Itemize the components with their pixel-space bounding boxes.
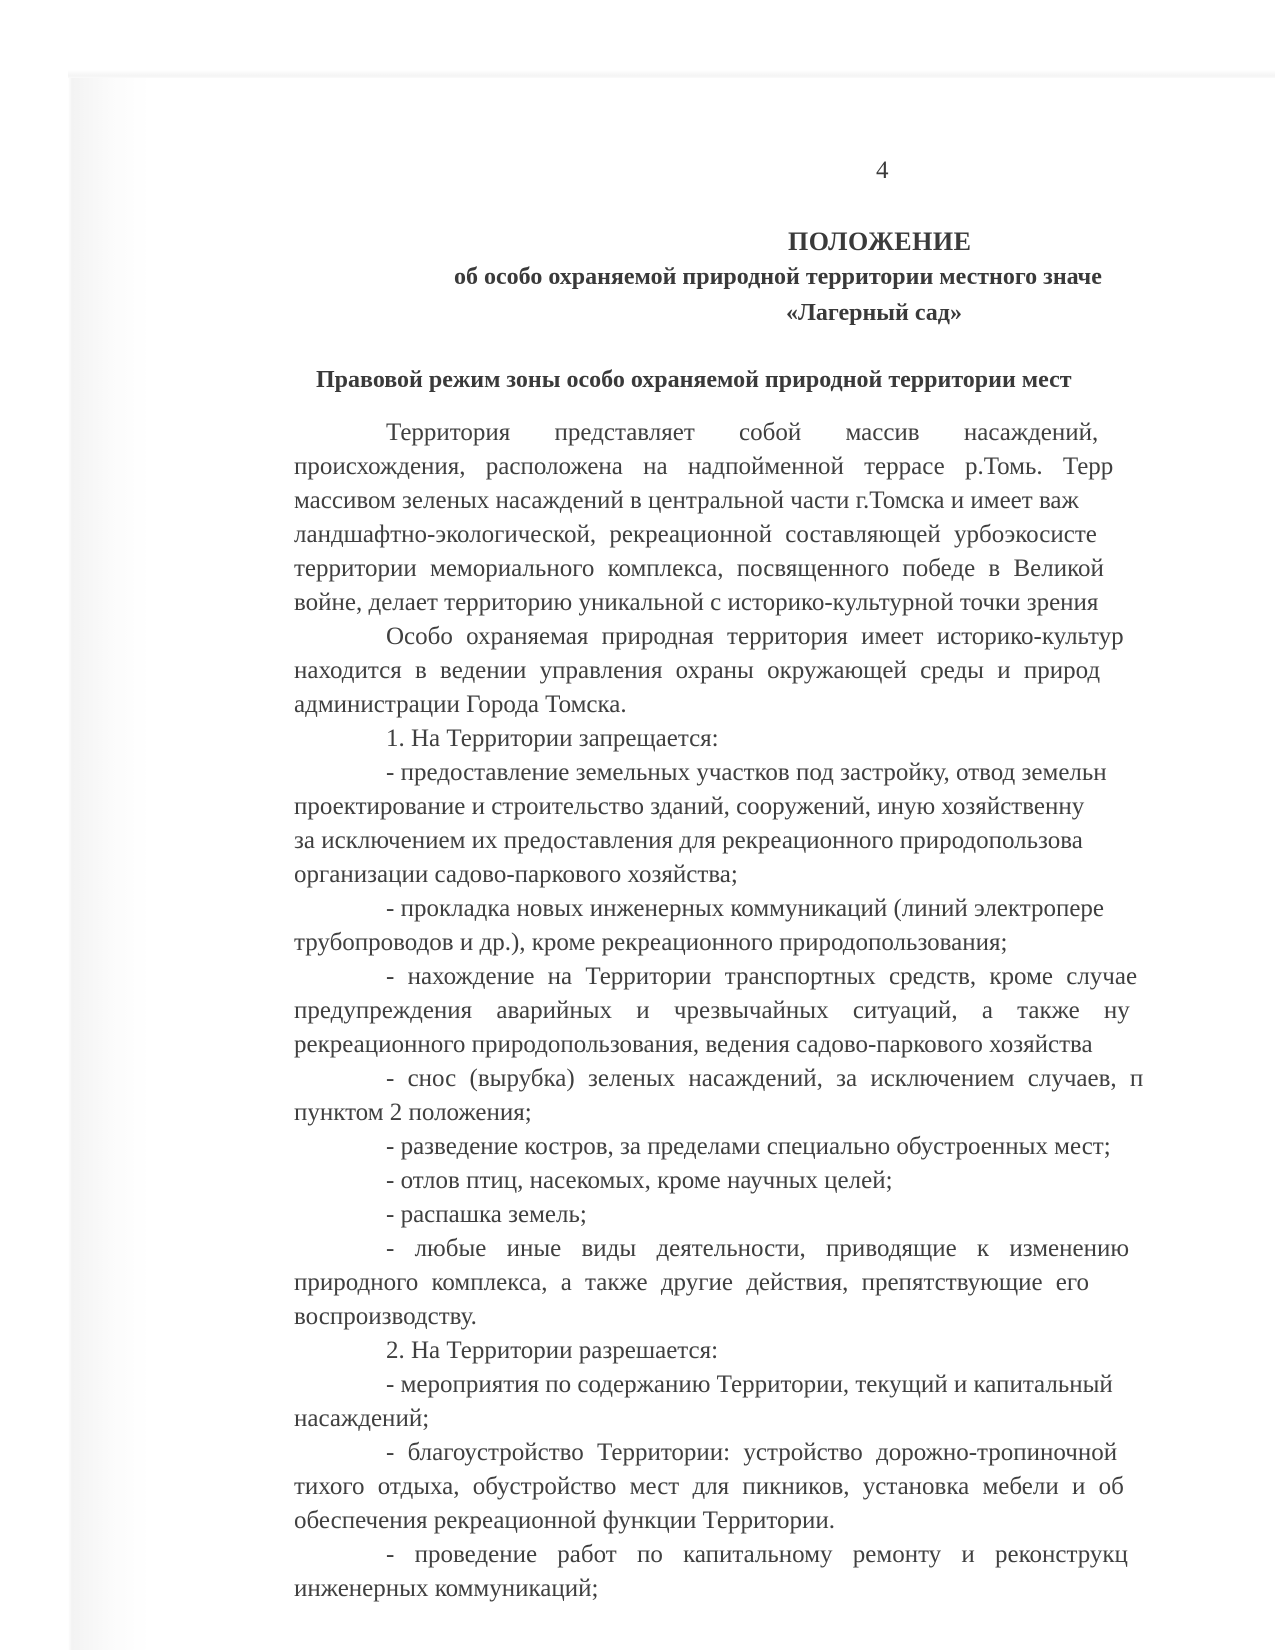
- paragraph-line: территории мемориального комплекса, посвященного победе в Великой: [294, 555, 1104, 582]
- paragraph-line: - предоставление земельных участков под застройку, отвод земельн: [386, 759, 1107, 786]
- paragraph-line: проектирование и строительство зданий, сооружений, иную хозяйственну: [294, 793, 1085, 820]
- paragraph-line: находится в ведении управления охраны окружающей среды и природ: [294, 657, 1101, 684]
- paragraph-line: администрации Города Томска.: [294, 691, 627, 718]
- paragraph-line: тихого отдыха, обустройство мест для пикников, установка мебели и об: [294, 1473, 1124, 1500]
- paragraph-line: организации садово-паркового хозяйства;: [294, 861, 738, 888]
- paragraph-line: - мероприятия по содержанию Территории, текущий и капитальный: [386, 1371, 1113, 1398]
- paragraph-line: инженерных коммуникаций;: [294, 1575, 599, 1602]
- paragraph-line: рекреационного природопользования, ведения садово-паркового хозяйства: [294, 1031, 1093, 1058]
- paragraph-line: - прокладка новых инженерных коммуникаций (линий электропере: [386, 895, 1105, 922]
- document-subtitle-line-1: об особо охраняемой природной территории местного значе: [454, 264, 1102, 290]
- paragraph-line: - благоустройство Территории: устройство дорожно-тропиночной: [386, 1439, 1118, 1466]
- paragraph-line: воспроизводству.: [294, 1303, 477, 1330]
- paragraph-line: - распашка земель;: [386, 1201, 587, 1228]
- paragraph-line: пунктом 2 положения;: [294, 1099, 532, 1126]
- paragraph-line: - отлов птиц, насекомых, кроме научных целей;: [386, 1167, 893, 1194]
- paragraph-line: - разведение костров, за пределами специально обустроенных мест;: [386, 1133, 1111, 1160]
- paragraph-line: предупреждения аварийных и чрезвычайных ситуаций, а также ну: [294, 997, 1130, 1024]
- paragraph-line: войне, делает территорию уникальной с историко-культурной точки зрения: [294, 589, 1099, 616]
- paragraph-line: Особо охраняемая природная территория имеет историко-культур: [386, 623, 1124, 650]
- paragraph-line: за исключением их предоставления для рекреационного природопользова: [294, 827, 1083, 854]
- paragraph-line: ландшафтно-экологической, рекреационной составляющей урбоэкосисте: [294, 521, 1097, 548]
- paragraph-line: - любые иные виды деятельности, приводящие к изменению: [386, 1235, 1130, 1262]
- paragraph-line: массивом зеленых насаждений в центральной части г.Томска и имеет важ: [294, 487, 1079, 514]
- paragraph-line: 1. На Территории запрещается:: [386, 725, 719, 752]
- page-number: 4: [876, 157, 889, 184]
- document-subtitle-line-2: «Лагерный сад»: [786, 300, 962, 326]
- paragraph-line: обеспечения рекреационной функции Территории.: [294, 1507, 836, 1534]
- paragraph-line: природного комплекса, а также другие действия, препятствующие его: [294, 1269, 1090, 1296]
- paragraph-line: трубопроводов и др.), кроме рекреационного природопользования;: [294, 929, 1008, 956]
- document-title: ПОЛОЖЕНИЕ: [788, 227, 972, 256]
- paragraph-line: - проведение работ по капитальному ремонту и реконструкц: [386, 1541, 1128, 1568]
- paragraph-line: происхождения, расположена на надпойменной террасе р.Томь. Терр: [294, 453, 1114, 480]
- paragraph-line: - снос (вырубка) зеленых насаждений, за исключением случаев, п: [386, 1065, 1144, 1092]
- section-title: Правовой режим зоны особо охраняемой природной территории мест: [316, 367, 1072, 393]
- paragraph-line: насаждений;: [294, 1405, 430, 1432]
- paragraph-line: Территория представляет собой массив насаждений,: [386, 419, 1099, 446]
- paragraph-line: - нахождение на Территории транспортных средств, кроме случае: [386, 963, 1138, 990]
- paragraph-line: 2. На Территории разрешается:: [386, 1337, 719, 1364]
